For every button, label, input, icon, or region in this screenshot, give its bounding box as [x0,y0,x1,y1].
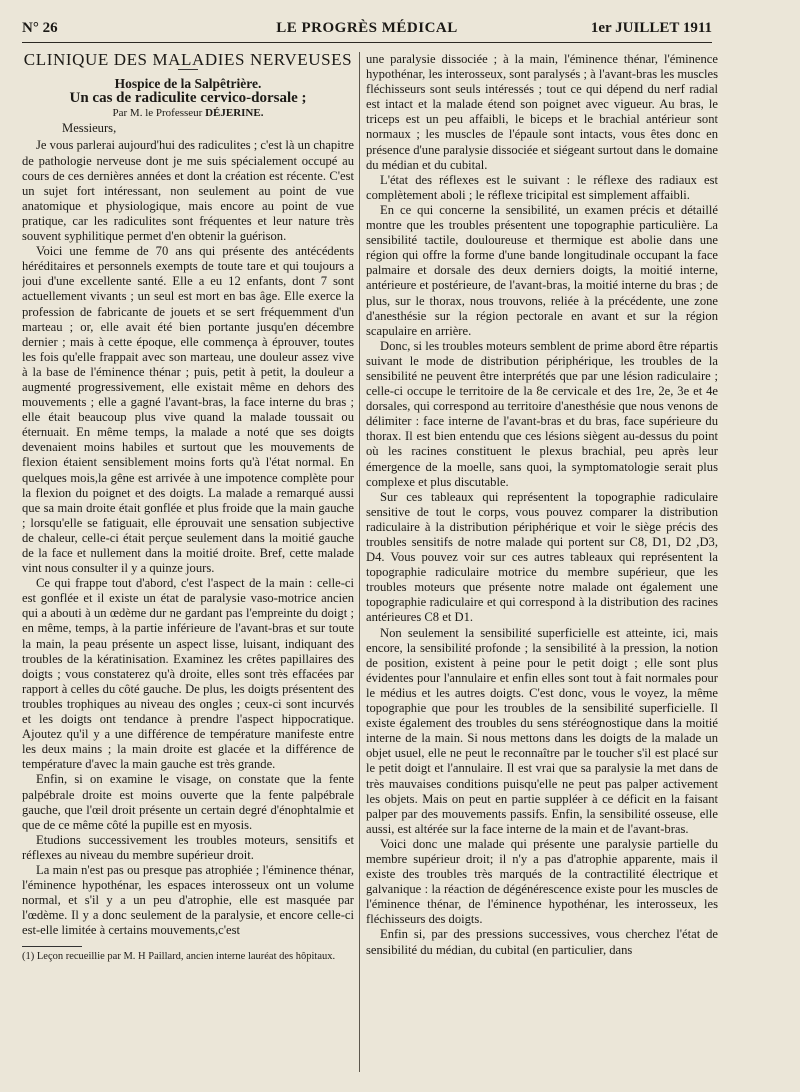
paragraph: une paralysie dissociée ; à la main, l'éminence thénar, l'éminence hypothénar, les interosseux, sont paralysés ; à l'avant-bras les muscles fléchisseurs sont seuls intéressés ; tout ce qui dépend du nerf radial est intact et la malade étend son poignet avec vigueur. Au bras, le triceps est un peu affaibli, le biceps et le brachial antérieur sont normaux ; les muscles de l'épaule sont intacts, vous êtes donc en présence d'une paralysie dissociée et siégeant surtout dans le domaine du médian et du cubital. [366,52,718,172]
article-title: Un cas de radiculite cervico-dorsale ; [69,90,307,107]
title-divider [178,69,198,70]
hospital-name: Hospice de la Salpêtrière. [114,76,262,92]
left-column [22,52,354,1092]
right-column [366,52,718,1092]
paragraph: La main n'est pas ou presque pas atrophiée ; l'éminence thénar, l'éminence hypothénar, les espaces interosseux ont un volume normal, et s'il y a un peu d'atrophie, elle est masquée par l'œdème. Il y a donc seulement de la paralysie, et encore celle-ci est-elle limitée à certains mouvements,c'est [22,862,354,938]
footnote-rule [22,946,82,947]
author-prefix: Par M. le Professeur [112,107,203,120]
paragraph: Voici une femme de 70 ans qui présente des antécédents héréditaires et personnels exempts de toute tare et qui toujours a joui d'une excellente santé. Elle a eu 12 enfants, dont 7 sont actuellement vivants ; un seul est mort en bas âge. Elle exerce la profession de fabricante de jouets et se sert fréquemment d'un marteau ; or, elle avait été bien portante jusqu'en décembre dernier ; mais à cette époque, elle commença à éprouver, toutes les fois qu'elle frappait avec son marteau, une douleur assez vive à la base de l'éminence thénar ; puis, petit à petit, la douleur a augmenté progressivement, elle existait même en dehors des mouvements ; elle a gagné l'avant-bras, la face interne du bras ; elle était beaucoup plus vive quand la malade toussait ou éternuait. En même temps, la malade a noté que ses doigts devenaient moins habiles et surtout que les mouvements de flexion étaient sensiblement moins forts qu'à l'état normal. En quelques mois,la gêne est arrivée à une impotence complète pour la flexion du poignet et des doigts. La malade a remarqué aussi que sa main droite était gonflée et plus froide que la main gauche ; lorsqu'elle se fatiguait, elle éprouvait une sensation subjective de chaleur, celle-ci était perçue seulement dans la moitié gauche de la face et nullement dans la moitié droite. Bref, cette malade vint nous consulter il y a quinze jours. [22,244,354,576]
paragraph: Non seulement la sensibilité superficielle est atteinte, ici, mais encore, la sensibilité profonde ; la sensibilité à la pression, la notion de position, existent à peine pour le petit doigt ; elle sont plus évidentes pour l'annulaire et enfin elles sont tout à fait normales pour le médius et les autres doigts. C'est donc, vous le voyez, la même topographie que pour les troubles de la sensibilité superficielle. Il existe également des troubles du sens stéréognostique dans la moitié interne de la main. Si nous mettons dans les doigts de la malade un objet usuel, elle ne peut le reconnaître par le toucher s'il est placé sur le petit doigt et l'annulaire. Il est vrai que sa paralysie la met dans de très mauvaises conditions puisqu'elle ne peut pas palper activement les objets. Mais on peut en partie suppléer à ce déficit en la faisant palper par des mouvements passifs. Enfin, la sensibilité osseuse, elle aussi, est altérée sur la face interne de la main et de l'avant-bras. [366,625,718,836]
paragraph: Voici donc une malade qui présente une paralysie partielle du membre supérieur droit; il n'y a pas d'atrophie apparente, mais il existe des troubles très marqués de la contractilité électrique et galvanique : la réaction de dégénérescence existe pour les muscles de l'éminence thénar, de l'éminence hypothénar, les interosseux, les fléchisseurs des doigts. [366,836,718,927]
header-rule [22,42,712,43]
paragraph: Sur ces tableaux qui représentent la topographie radiculaire sensitive de tout le corps, vous pouvez comparer la distribution radiculaire à la distribution périphérique et voir le siège précis des troubles sensitifs de notre malade qui portent sur C8, D1, D2 ,D3, D4. Vous pouvez voir sur ces autres tableaux qui représentent la topographie radiculaire motrice du membre supérieur, que les troubles moteurs que présente notre malade ont également une topographie radiculaire et qui correspond à la distribution des racines antérieures C8 et D1. [366,489,718,625]
column-divider [359,52,360,1072]
paragraph: Enfin, si on examine le visage, on constate que la fente palpébrale droite est moins ouverte que la fente palpébrale gauche, que l'œil droit présente un certain degré d'énophtalmie et que de ce même côté la pupille est en myosis. [22,772,354,832]
section-title: CLINIQUE DES MALADIES NERVEUSES [23,52,353,69]
issue-number: N° 26 [22,20,58,36]
paragraph: L'état des réflexes est le suivant : le réflexe des radiaux est complètement aboli ; le réflexe tricipital est simplement affaibli. [366,172,718,202]
paragraph: Donc, si les troubles moteurs semblent de prime abord être répartis suivant le mode de distribution périphérique, les troubles de la sensibilité ne peuvent être interprétés que par une lésion radiculaire ; celle-ci occupe le territoire de la 8e cervicale et des 1re, 2e, 3e et 4e dorsales, qui correspond au territoire d'anesthésie que nous venons de délimiter : face interne de l'avant-bras et du bras, face supérieure du thorax. Il est bien entendu que ces lésions siègent au-dessus du point où les racines constituent le plexus brachial, peu après leur émergence de la moelle, sans quoi, la symptomatologie serait plus complexe et plus discutable. [366,338,718,489]
footnote: (1) Leçon recueillie par M. H Paillard, ancien interne lauréat des hôpitaux. [22,951,336,963]
paragraph: En ce qui concerne la sensibilité, un examen précis et détaillé montre que les troubles présentent une topographie particulière. La sensibilité tactile, douloureuse et thermique est abolie dans une région qui offre la forme d'une bande longitudinale occupant la face palmaire et dorsale des deux derniers doigts, la moitié interne, antérieure et postérieure, de l'avant-bras, la moitié interne du bras ; de plus, sur le thorax, nous trouvons, reliée à la précédente, une zone d'anesthésie sur la région pectorale en avant et sur la région scapulaire en arrière. [366,202,718,338]
author-line [22,106,354,121]
paragraph: Messieurs, [62,121,117,136]
paragraph: Enfin si, par des pressions successives, vous cherchez l'état de sensibilité du médian, du cubital (en particulier, dans [366,927,718,957]
paragraph: Ce qui frappe tout d'abord, c'est l'aspect de la main : celle-ci est gonflée et il existe un état de paralysie vaso-motrice ancien qui a abouti à un œdème dur ne gardant pas l'empreinte du doigt ; en même, temps, à la partie inférieure de l'avant-bras et sur toute la main, la peau présente un aspect lisse, luisant, indiquant des troubles de la kératinisation. Examinez les crêtes papillaires des doigts ; vous constaterez qu'à droite, elles sont très effacées par rapport à celles du côté gauche. De plus, les doigts présentent des troubles trophiques au niveau des ongles ; ceux-ci sont incurvés et les doigts ont tendance à prendre l'aspect hippocratique. Ajoutez qu'il y a une différence de température manifeste entre les deux mains ; la main droite est glacée et la différence de température d'avec la main gauche est très grande. [22,576,354,772]
paragraph: Etudions successivement les troubles moteurs, sensitifs et réflexes au niveau du membre supérieur droit. [22,832,354,862]
page-header [22,18,712,40]
issue-date: 1er JUILLET 1911 [590,20,712,36]
author-name: DÉJERINE. [205,107,264,120]
journal-title: LE PROGRÈS MÉDICAL [276,20,458,36]
paragraph: Je vous parlerai aujourd'hui des radiculites ; c'est là un chapitre de pathologie nerveuse dont je me suis spécialement occupé au cours de ces dernières années et dont la création est récente. C'est un sujet fort intéressant, non seulement au point de vue anatomique et physiologique, mais encore au point de vue pratique, car les radiculites sont fréquentes et leur nature très souvent syphilitique permet d'en obtenir la guérison. [22,138,354,244]
